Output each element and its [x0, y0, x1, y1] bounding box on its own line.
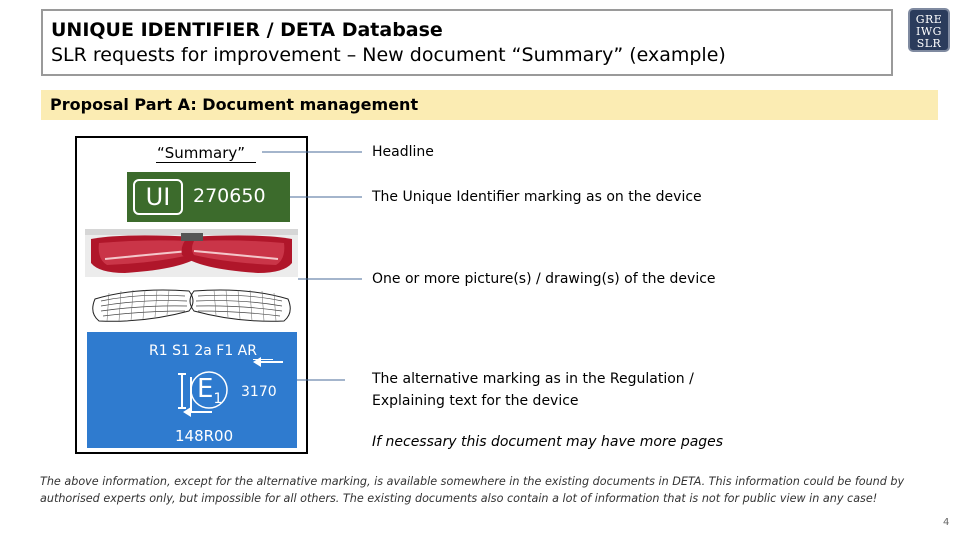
- function-codes: R1 S1 2a F1 AR: [149, 343, 257, 359]
- ar-arrow-head: [253, 357, 261, 367]
- summary-heading-underline: [156, 162, 256, 163]
- page-number: 4: [943, 517, 950, 528]
- regulation-number: 148R00: [175, 427, 234, 445]
- callout-more-pages: If necessary this document may have more pages: [372, 434, 724, 450]
- logo-line-1: GRE: [915, 13, 943, 26]
- slide-subtitle: SLR requests for improvement – New document “Summary” (example): [51, 44, 726, 66]
- approval-mark: [197, 374, 222, 414]
- unique-identifier-marking: [127, 172, 290, 222]
- callout-alternative-line1: The alternative marking as in the Regulation /: [372, 371, 694, 387]
- logo-line-3: SLR: [916, 37, 942, 50]
- rear-lamp-photo-image: [85, 229, 298, 277]
- callout-headline: Headline: [372, 144, 434, 160]
- approval-number: 3170: [241, 384, 277, 400]
- logo-line-2: IWG: [916, 25, 942, 38]
- ui-number: 270650: [193, 185, 266, 207]
- rear-lamp-photo: [85, 229, 298, 277]
- footer-note: The above information, except for the alternative marking, is available somewhere in the existing documents in DETA. This information could be found by authorised experts only, but impossible for all others. The existing documents also contain a lot of information that is not for public view in any case!: [40, 475, 905, 505]
- rear-lamp-drawing: [85, 279, 298, 329]
- summary-heading: “Summary”: [157, 144, 246, 162]
- ui-symbol: UI: [133, 179, 183, 215]
- callout-pictures: One or more picture(s) / drawing(s) of the device: [372, 271, 716, 287]
- approval-letter: E: [197, 374, 214, 404]
- alternative-marking: [87, 332, 297, 448]
- title-box: [41, 9, 893, 76]
- proposal-heading-bar: Proposal Part A: Document management: [41, 90, 938, 120]
- callout-unique-identifier: The Unique Identifier marking as on the device: [372, 189, 702, 205]
- slide-title: UNIQUE IDENTIFIER / DETA Database: [51, 19, 443, 41]
- gre-iwg-slr-logo: [908, 8, 950, 52]
- callout-alternative-line2: Explaining text for the device: [372, 393, 579, 409]
- approval-country: 1: [213, 391, 223, 408]
- rear-lamp-drawing-image: [85, 279, 298, 329]
